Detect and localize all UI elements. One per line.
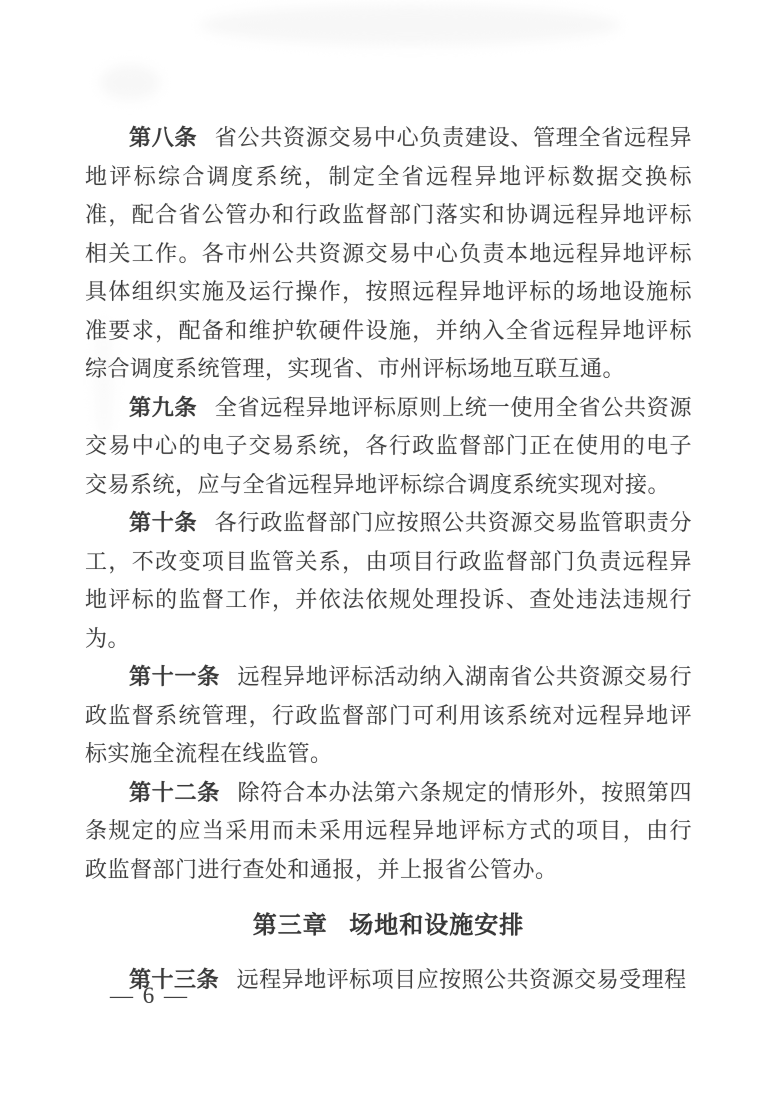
article-8-label: 第八条: [129, 125, 198, 150]
page-number: — 6 —: [110, 983, 189, 1008]
article-10-paragraph: [85, 504, 692, 658]
article-12-text: 除符合本办法第六条规定的情形外，按照第四条规定的应当采用而未采用远程异地评标方式的项目，由行政监督部门进行查处和通报，并上报省公管办。: [85, 779, 692, 882]
article-13-label: 第十三条: [129, 967, 220, 992]
article-11-text: 远程异地评标活动纳入湖南省公共资源交易行政监督系统管理，行政监督部门可利用该系统对远程异地评标实施全流程在线监管。: [85, 664, 692, 766]
article-10-label: 第十条: [129, 510, 198, 535]
article-13-text: 远程异地评标项目应按照公共资源交易受理程: [236, 967, 687, 992]
scan-artifact: [200, 5, 620, 45]
article-10-text: 各行政监督部门应按照公共资源交易监管职责分工，不改变项目监管关系，由项目行政监督部门负责远程异地评标的监督工作，并依法依规处理投诉、查处违法违规行为。: [85, 510, 692, 651]
scan-artifact: [100, 65, 160, 100]
article-11-label: 第十一条: [129, 664, 220, 689]
document-body: [85, 119, 692, 1000]
article-9-text: 全省远程异地评标原则上统一使用全省公共资源交易中心的电子交易系统，各行政监督部门正在使用的电子交易系统，应与全省远程异地评标综合调度系统实现对接。: [85, 394, 692, 497]
chapter-3-heading: [85, 903, 692, 949]
chapter-3-title: 场地和设施安排: [349, 912, 525, 939]
article-9-label: 第九条: [129, 394, 198, 420]
chapter-3-number: 第三章: [252, 912, 328, 939]
article-12-paragraph: [85, 774, 692, 890]
article-8-text: 省公共资源交易中心负责建设、管理全省远程异地评标综合调度系统，制定全省远程异地评标数据交换标准，配合省公管办和行政监督部门落实和协调远程异地评标相关工作。各市州公共资源交易中心负责本地远程异地评标具体组织实施及运行操作，按照远程异地评标的场地设施标准要求，配备和维护软硬件设施，并纳入全省远程异地评标综合调度系统管理，实现省、市州评标场地互联互通。: [85, 125, 692, 381]
article-9-paragraph: [85, 389, 692, 505]
article-8-paragraph: [85, 119, 692, 389]
article-11-paragraph: [85, 658, 692, 774]
article-12-label: 第十二条: [129, 779, 220, 805]
